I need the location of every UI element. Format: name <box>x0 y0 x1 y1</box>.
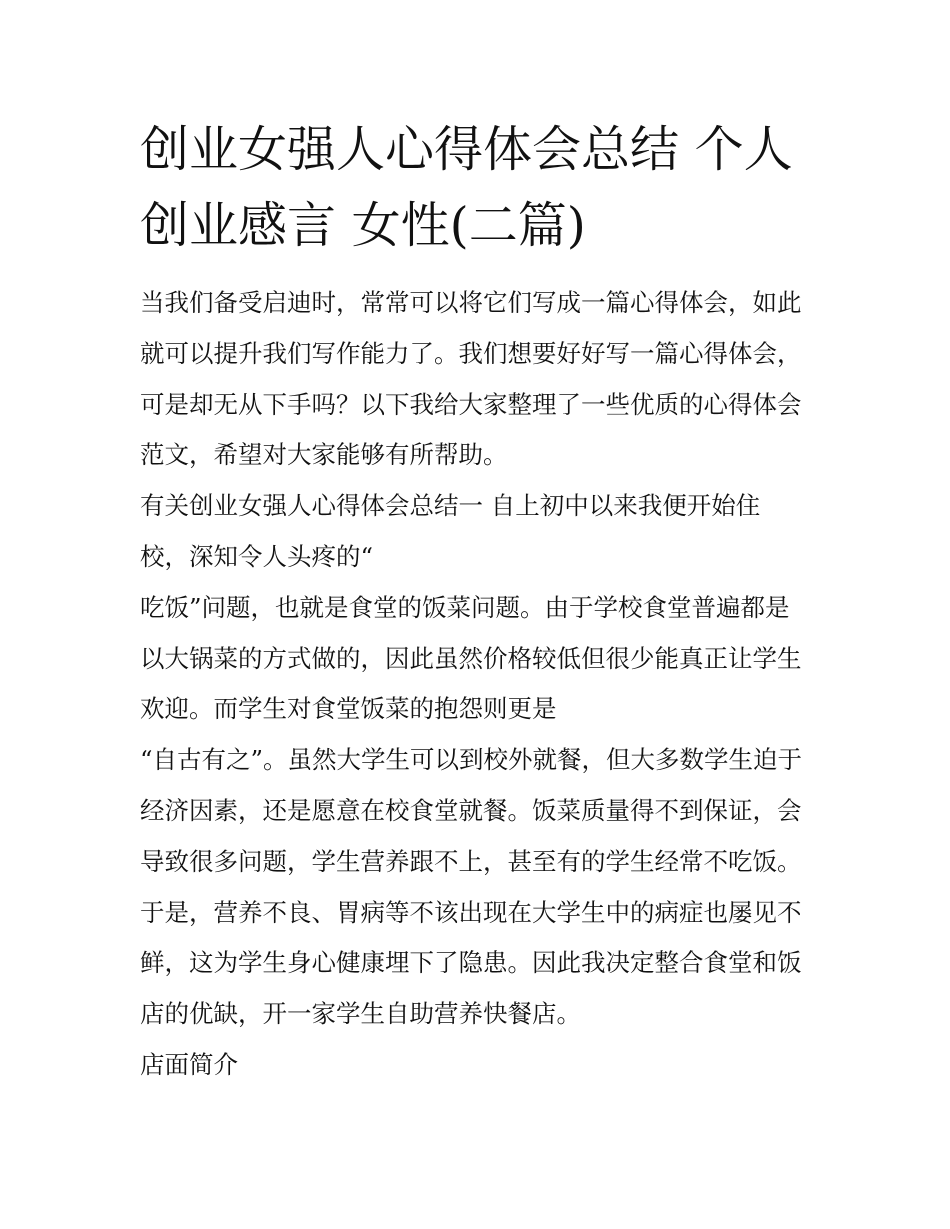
body-line: 于是，营养不良、胃病等不该出现在大学生中的病症也屡见不 <box>140 897 802 927</box>
body-line: “自古有之”。虽然大学生可以到校外就餐，但大多数学生迫于 <box>140 745 803 775</box>
body-line: 有关创业女强人心得体会总结一 自上初中以来我便开始住 <box>140 491 761 521</box>
body-line: 以大锅菜的方式做的，因此虽然价格较低但很少能真正让学生 <box>140 643 802 673</box>
title-line: 创业女强人心得体会总结 个人 <box>140 121 793 178</box>
body-line: 校，深知令人头疼的“ <box>140 541 374 571</box>
document-content <box>140 112 815 1091</box>
body-line: 当我们备受启迪时，常常可以将它们写成一篇心得体会，如此 <box>140 288 802 317</box>
body-line: 范文，希望对大家能够有所帮助。 <box>140 440 508 470</box>
body-line: 店的优缺，开一家学生自助营养快餐店。 <box>140 999 581 1029</box>
document-body <box>140 278 815 1091</box>
section-heading: 店面简介 <box>140 1049 238 1079</box>
body-line: 可是却无从下手吗？以下我给大家整理了一些优质的心得体会 <box>140 389 802 419</box>
document-title <box>140 112 815 264</box>
body-line: 鲜，这为学生身心健康埋下了隐患。因此我决定整合食堂和饭 <box>140 948 802 978</box>
body-line: 吃饭”问题，也就是食堂的饭菜问题。由于学校食堂普遍都是 <box>140 592 790 622</box>
body-line: 导致很多问题，学生营养跟不上，甚至有的学生经常不吃饭。 <box>140 846 802 876</box>
body-line: 经济因素，还是愿意在校食堂就餐。饭菜质量得不到保证，会 <box>140 795 802 825</box>
body-line: 欢迎。而学生对食堂饭菜的抱怨则更是 <box>140 694 557 724</box>
title-line: 创业感言 女性(二篇) <box>140 197 586 254</box>
body-line: 就可以提升我们写作能力了。我们想要好好写一篇心得体会， <box>140 338 802 368</box>
